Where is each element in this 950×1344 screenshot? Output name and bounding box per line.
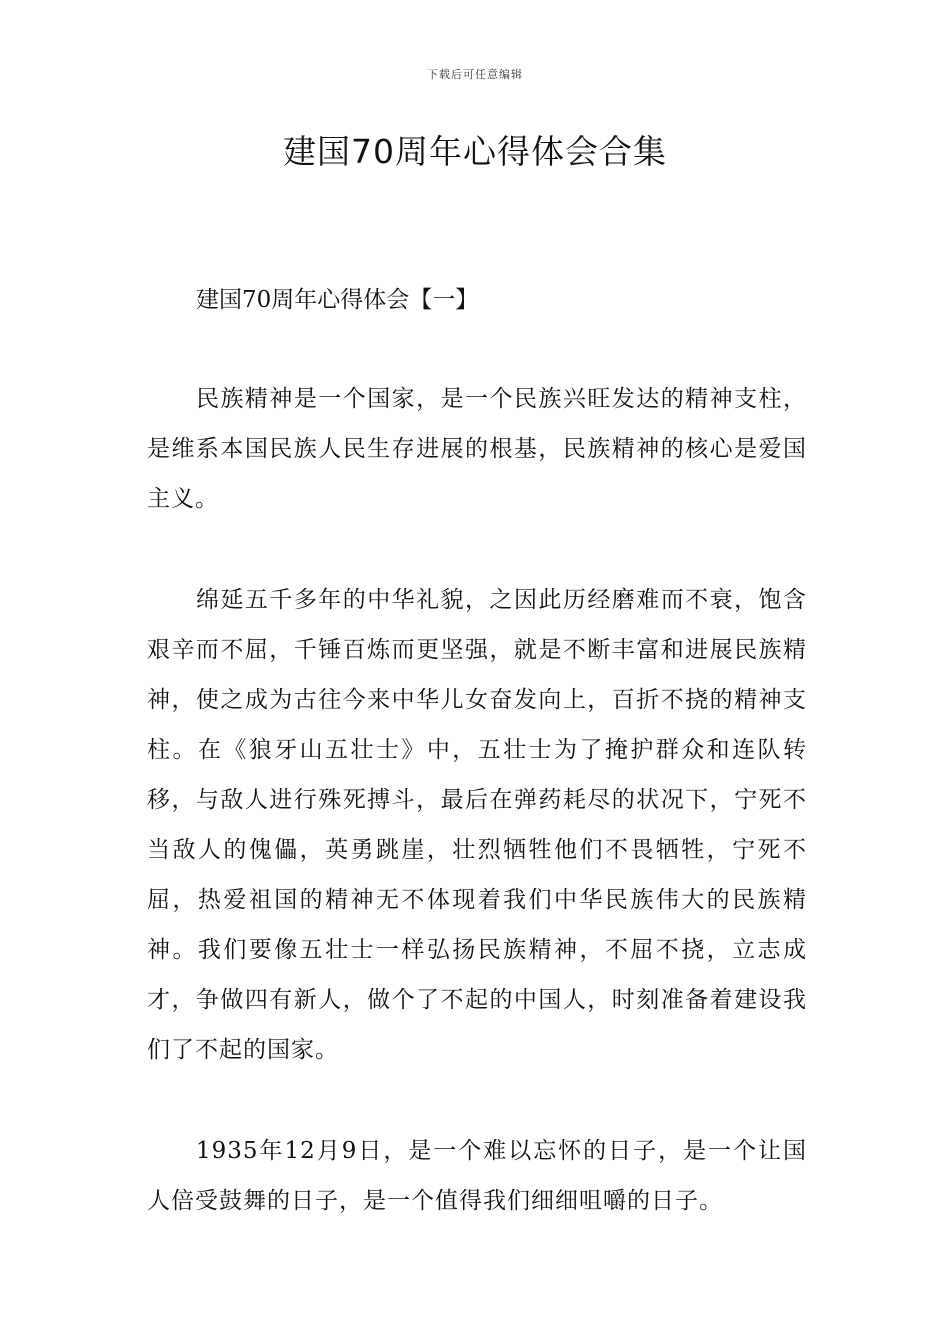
section-heading: 建国70周年心得体会【一】 — [196, 287, 479, 313]
paragraph-2: 绵延五千多年的中华礼貌，之因此历经磨难而不衰，饱含艰辛而不屈，千锤百炼而更坚强，就是不断丰富和进展民族精神，使之成为古往今来中华儿女奋发向上，百折不挠的精神支柱。在《狼牙山五壮士》中，五壮士为了掩护群众和连队转移，与敌人进行殊死搏斗，最后在弹药耗尽的状况下，宁死不当敌人的傀儡，英勇跳崖，壮烈牺牲他们不畏牺牲，宁死不屈，热爱祖国的精神无不体现着我们中华民族伟大的民族精神。我们要像五壮士一样弘扬民族精神，不屈不挠，立志成才，争做四有新人，做个了不起的中国人，时刻准备着建设我们了不起的国家。 — [147, 587, 807, 1063]
header-note: 下载后可任意编辑 — [427, 68, 523, 81]
page-title: 建国70周年心得体会合集 — [283, 132, 667, 171]
paragraph-3: 1935年12月9日，是一个难以忘怀的日子，是一个让国人倍受鼓舞的日子，是一个值得我们细细咀嚼的日子。 — [147, 1138, 807, 1214]
document-body — [147, 275, 807, 1277]
paragraph-1: 民族精神是一个国家，是一个民族兴旺发达的精神支柱，是维系本国民族人民生存进展的根基，民族精神的核心是爱国主义。 — [147, 386, 807, 512]
